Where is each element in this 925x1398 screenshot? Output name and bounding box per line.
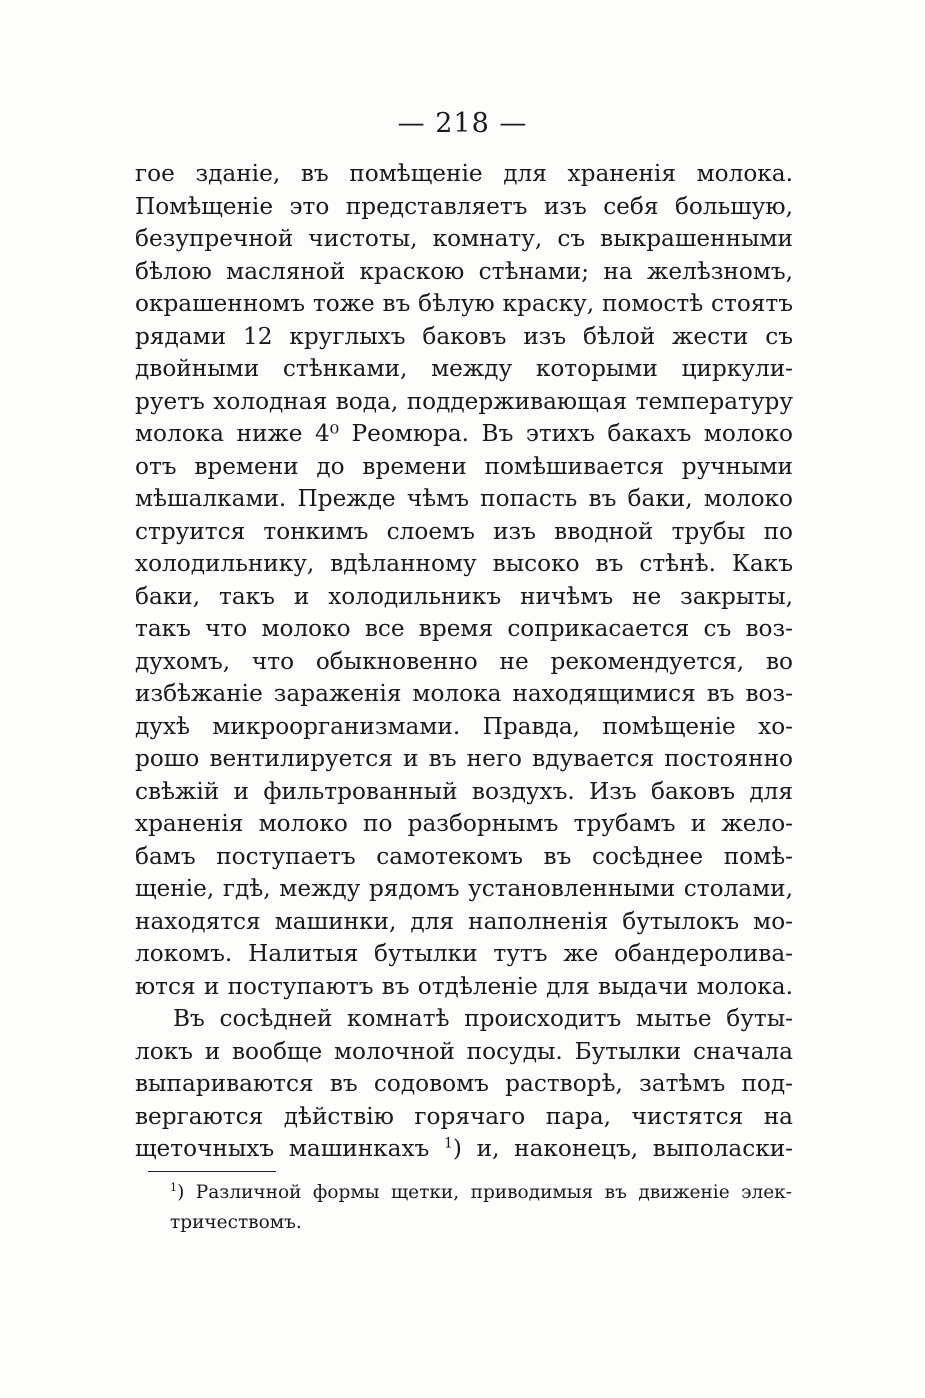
paragraph-2 xyxy=(135,1003,793,1166)
paragraph-1 xyxy=(135,158,793,1003)
text-line: щеніе, гдѣ, между рядомъ установленными столами, xyxy=(135,875,793,902)
text-line: духѣ микроорганизмами. Правда, помѣщеніе хо- xyxy=(135,712,793,740)
text-line: безупречной чистоты, комнату, съ выкрашенными xyxy=(135,225,793,252)
text-line: отъ времени до времени помѣшивается ручными xyxy=(135,452,793,480)
text-line: свѣжій и фильтрованный воздухъ. Изъ баковъ для xyxy=(135,777,793,805)
text-line: находятся машинки, для наполненія бутылокъ мо- xyxy=(135,907,793,935)
text-line: рядами 12 круглыхъ баковъ изъ бѣлой жести съ xyxy=(135,322,793,350)
text-line: рошо вентилируется и въ него вдувается постоянно xyxy=(135,745,793,772)
text-line-tail: ) и, наконецъ, выполаски- xyxy=(452,1135,793,1162)
text-line: храненія молоко по разборнымъ трубамъ и жело- xyxy=(135,810,793,837)
footnote-text: ) Различной формы щетки, приводимыя въ движеніе элек- xyxy=(177,1182,792,1203)
text-line: мѣшалками. Прежде чѣмъ попасть въ баки, молоко xyxy=(135,485,793,512)
text-line: духомъ, что обыкновенно не рекомендуется, во xyxy=(135,647,793,675)
text-line: Помѣщеніе это представляетъ изъ себя большую, xyxy=(135,192,793,220)
text-line: руетъ холодная вода, поддерживающая температуру xyxy=(135,387,793,415)
footnote xyxy=(170,1178,792,1238)
text-line: ются и поступаютъ въ отдѣленіе для выдачи молока. xyxy=(135,972,793,1000)
text-line: молока ниже 4⁰ Реомюра. Въ этихъ бакахъ молоко xyxy=(135,420,793,447)
text-line: локомъ. Налитыя бутылки тутъ же обандероливa- xyxy=(135,940,793,967)
text-line: Въ сосѣдней комнатѣ происходитъ мытье буты- xyxy=(173,1005,793,1032)
text-line: струится тонкимъ слоемъ изъ вводной трубы по xyxy=(135,517,793,545)
text-line: бамъ поступаетъ самотекомъ въ сосѣднее помѣ- xyxy=(135,842,793,870)
page-number: — 218 — xyxy=(397,108,528,139)
footnote-marker: 1 xyxy=(170,1180,178,1194)
text-line-with-footnote-ref xyxy=(135,1133,793,1166)
text-line: такъ что молоко все время соприкасается съ воз- xyxy=(135,615,793,642)
text-line: окрашенномъ тоже въ бѣлую краску, помостѣ стоятъ xyxy=(135,290,793,317)
text-line: баки, такъ и холодильникъ ничѣмъ не закрыты, xyxy=(135,582,793,610)
footnote-rule xyxy=(148,1171,276,1172)
text-line: холодильнику, вдѣланному высоко въ стѣнѣ. Какъ xyxy=(135,550,793,577)
text-line: гое зданіе, въ помѣщеніе для храненія молока. xyxy=(135,160,793,187)
text-line: вергаются дѣйствію горячаго пара, чистятся на xyxy=(135,1102,793,1130)
footnote-line xyxy=(170,1178,792,1208)
text-line-head: щеточныхъ машинкахъ xyxy=(135,1135,430,1162)
footnote-ref: 1 xyxy=(444,1135,453,1152)
body-text xyxy=(135,158,793,1166)
text-line: локъ и вообще молочной посуды. Бутылки сначала xyxy=(135,1037,793,1065)
text-line: двойными стѣнками, между которыми циркули- xyxy=(135,355,793,382)
text-line: избѣжаніе зараженія молока находящимися въ воз- xyxy=(135,680,793,707)
text-line: бѣлою масляной краскою стѣнами; на желѣзномъ, xyxy=(135,257,793,285)
text-line: выпариваются въ содовомъ растворѣ, затѣмъ под- xyxy=(135,1070,793,1097)
footnote-line: тричествомъ. xyxy=(170,1212,302,1233)
